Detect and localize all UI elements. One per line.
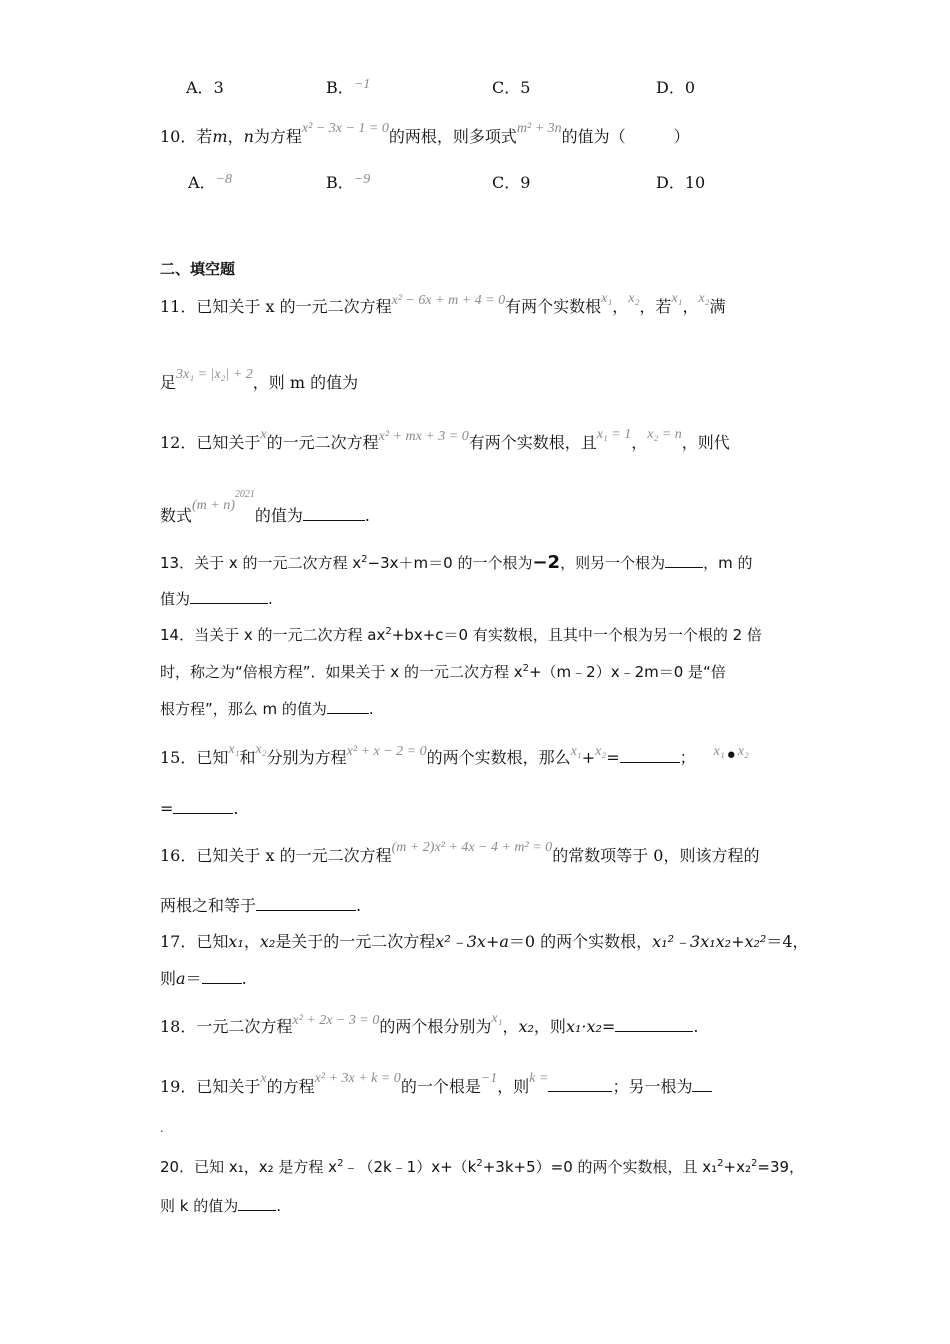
question-17: 17．已知x₁，x₂是关于的一元二次方程x²﹣3x+a＝0 的两个实数根，x₁²﹣3x₁x₂+x₂²＝4， — [160, 932, 809, 951]
question-12-cont: 数式$(m + n)^{2021}$的值为 . — [160, 489, 371, 525]
question-10: 10．若m，n为方程x² − 3x − 1 = 0的两根，则多项式m² + 3n的值为（ ） — [160, 121, 690, 146]
question-13: 13．关于 x 的一元二次方程 $x^2-3x+m=0$ 的一个根为−2，则另一个根为 ，m 的 — [160, 552, 753, 573]
q15-sum-blank[interactable] — [620, 747, 680, 763]
q9-option-c: C．5 — [492, 78, 531, 97]
question-14-cont2: 根方程”，那么 m 的值为 . — [160, 700, 374, 718]
q11-equation: x² − 6x + m + 4 = 0 — [391, 293, 506, 308]
q10-option-c: C．9 — [492, 173, 531, 192]
question-14: 14．当关于 x 的一元二次方程 $ax^2+bx+c=0$ 有实数根，且其中一个根为另一个根的 2 倍 — [160, 626, 762, 644]
q10-option-a: A．−8 — [188, 172, 233, 192]
q16-equation: (m + 2)x² + 4x − 4 + m² = 0 — [391, 840, 553, 855]
question-11-cont: 足3x₁ = |x₂| + 2，则 m 的值为 — [160, 367, 359, 392]
q20-answer-blank[interactable] — [238, 1195, 276, 1211]
q16-answer-blank[interactable] — [256, 895, 356, 911]
question-20: 20．已知 x₁，x₂ 是方程 $x^2﹣(2k﹣1)x+(k^2+3k+5)=0$ 的两个实数根，且 x₁$^2$+x₂$^2$=39， — [160, 1158, 805, 1176]
q18-answer-blank[interactable] — [615, 1016, 693, 1032]
q19-root-blank[interactable] — [692, 1076, 712, 1092]
q14-answer-blank[interactable] — [327, 698, 369, 714]
question-15-cont: = . — [160, 799, 239, 818]
q15-product-blank[interactable] — [173, 798, 233, 814]
question-11: 11．已知关于 x 的一元二次方程x² − 6x + m + 4 = 0有两个实数根x₁，x₂，若x₁，x₂满 — [160, 291, 726, 316]
q10-option-b: B．−9 — [326, 172, 371, 192]
q10-equation: x² − 3x − 1 = 0 — [301, 121, 389, 136]
question-15: 15．已知x₁和x₂分别为方程x² + x − 2 = 0的两个实数根，那么x₁+x₂= ； x₁•x₂ — [160, 742, 749, 769]
q12-expression: $(m + n)^{2021}$ — [192, 489, 255, 513]
question-19: 19．已知关于x的方程x² + 3x + k = 0的一个根是−1，则k = ；另一根为 — [160, 1074, 712, 1097]
question-14-cont: 时，称之为“倍根方程”．如果关于 x 的一元二次方程 $x^2+(m﹣2)x﹣2m=0$ 是“倍 — [160, 663, 726, 681]
q12-answer-blank[interactable] — [303, 505, 365, 521]
q9-option-d: D．0 — [656, 78, 696, 97]
q15-equation: x² + x − 2 = 0 — [346, 744, 427, 759]
question-12: 12．已知关于x的一元二次方程x² + mx + 3 = 0有两个实数根，且x₁ = 1，x₂ = n，则代 — [160, 427, 730, 452]
question-16: 16．已知关于 x 的一元二次方程(m + 2)x² + 4x − 4 + m² = 0的常数项等于 0，则该方程的 — [160, 840, 760, 865]
question-20-cont: 则 k 的值为 . — [160, 1197, 282, 1215]
q11-condition: 3x₁ = |x₂| + 2 — [176, 367, 253, 382]
q17-answer-blank[interactable] — [202, 968, 242, 984]
section-heading-fill-in: 二、填空题 — [160, 260, 236, 278]
q9-option-b: B．−1 — [326, 77, 371, 97]
question-19-cont: . — [160, 1122, 164, 1135]
question-17-cont: 则a＝ . — [160, 969, 247, 988]
question-16-cont: 两根之和等于 . — [160, 896, 362, 915]
question-13-cont: 值为 . — [160, 590, 273, 608]
q9-option-a: A．3 — [186, 78, 224, 97]
q13-root-blank[interactable] — [665, 552, 703, 568]
question-18: 18．一元二次方程x² + 2x − 3 = 0的两个根分别为x₁，x₂，则x₁·x₂= . — [160, 1011, 699, 1036]
q12-equation: x² + mx + 3 = 0 — [378, 429, 469, 444]
q18-equation: x² + 2x − 3 = 0 — [292, 1013, 380, 1028]
q19-equation: x² + 3x + k = 0 — [314, 1071, 401, 1086]
q19-k-blank[interactable] — [548, 1076, 612, 1092]
q10-expression: m² + 3n — [516, 121, 562, 136]
q10-option-d: D．10 — [656, 173, 706, 192]
q13-m-blank[interactable] — [190, 588, 268, 604]
